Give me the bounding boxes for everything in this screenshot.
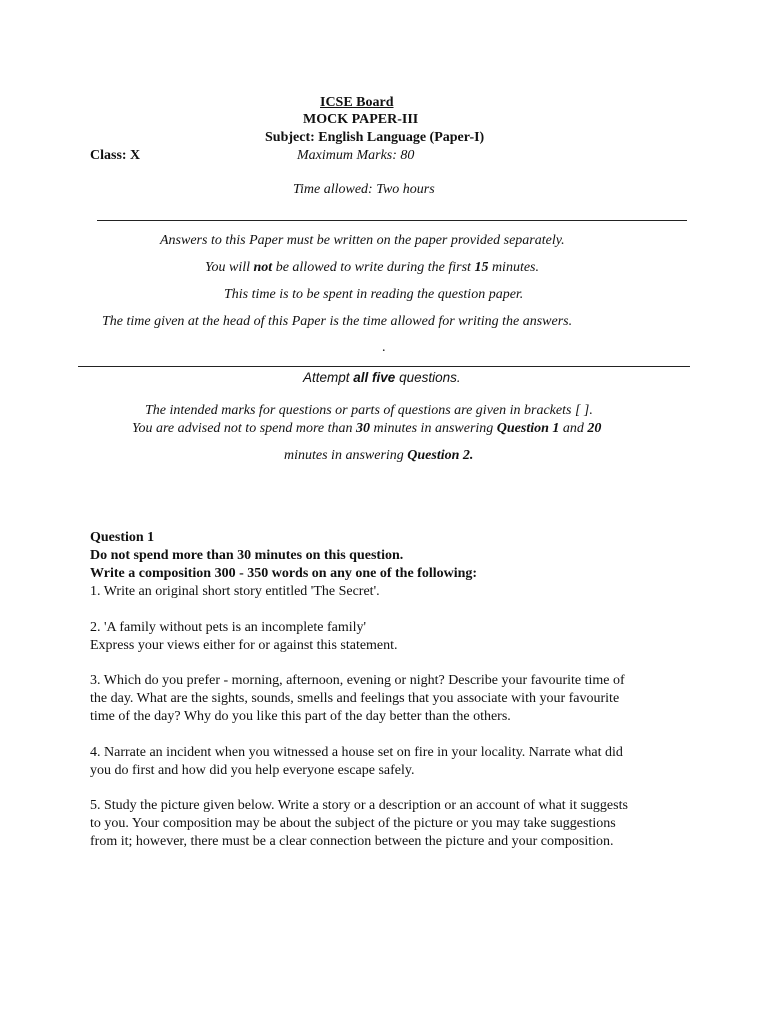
option-5-line-3: from it; however, there must be a clear connection between the picture and your composition.	[90, 834, 614, 849]
instruction-line-1: Answers to this Paper must be written on the paper provided separately.	[160, 233, 565, 248]
option-3-line-1: 3. Which do you prefer - morning, afternoon, evening or night? Describe your favourite time of	[90, 673, 625, 688]
option-1: 1. Write an original short story entitled 'The Secret'.	[90, 584, 380, 599]
option-5-line-1: 5. Study the picture given below. Write a story or a description or an account of what it suggests	[90, 798, 628, 813]
subject-title: Subject: English Language (Paper-I)	[265, 130, 485, 145]
instruction-line-2: You will not be allowed to write during the first 15 minutes.	[205, 260, 539, 275]
option-4-line-1: 4. Narrate an incident when you witnessed a house set on fire in your locality. Narrate what did	[90, 745, 623, 760]
instruction-line-3: This time is to be spent in reading the question paper.	[224, 287, 524, 302]
attempt-note: Attempt all five questions.	[303, 370, 461, 385]
option-5-line-2: to you. Your composition may be about the subject of the picture or you may take suggestions	[90, 816, 616, 831]
question-1-instruction-1: Do not spend more than 30 minutes on this question.	[90, 548, 404, 563]
option-4-line-2: you do first and how did you help everyone escape safely.	[90, 763, 415, 778]
max-marks: Maximum Marks: 80	[297, 148, 415, 163]
paper-title: MOCK PAPER-III	[303, 112, 419, 127]
option-3-line-2: the day. What are the sights, sounds, smells and feelings that you associate with your favourite	[90, 691, 620, 706]
option-3-line-3: time of the day? Why do you like this part of the day better than the others.	[90, 709, 511, 724]
marks-note-line-1: The intended marks for questions or parts of questions are given in brackets [ ].	[145, 403, 593, 418]
divider-top	[97, 220, 687, 221]
marks-note-line-2: You are advised not to spend more than 30 minutes in answering Question 1 and 20	[132, 421, 602, 436]
class-label: Class: X	[90, 148, 141, 163]
time-allowed: Time allowed: Two hours	[293, 182, 435, 197]
marks-note-line-3: minutes in answering Question 2.	[284, 448, 474, 463]
board-title: ICSE Board	[320, 95, 394, 110]
question-1-instruction-2: Write a composition 300 - 350 words on any one of the following:	[90, 566, 478, 581]
instruction-line-4: The time given at the head of this Paper is the time allowed for writing the answers.	[102, 314, 573, 329]
option-2-line-1: 2. 'A family without pets is an incomplete family'	[90, 620, 367, 635]
divider-bottom	[78, 366, 690, 367]
question-1-title: Question 1	[90, 530, 155, 545]
option-2-line-2: Express your views either for or against this statement.	[90, 638, 398, 653]
stray-dot: .	[382, 340, 386, 355]
